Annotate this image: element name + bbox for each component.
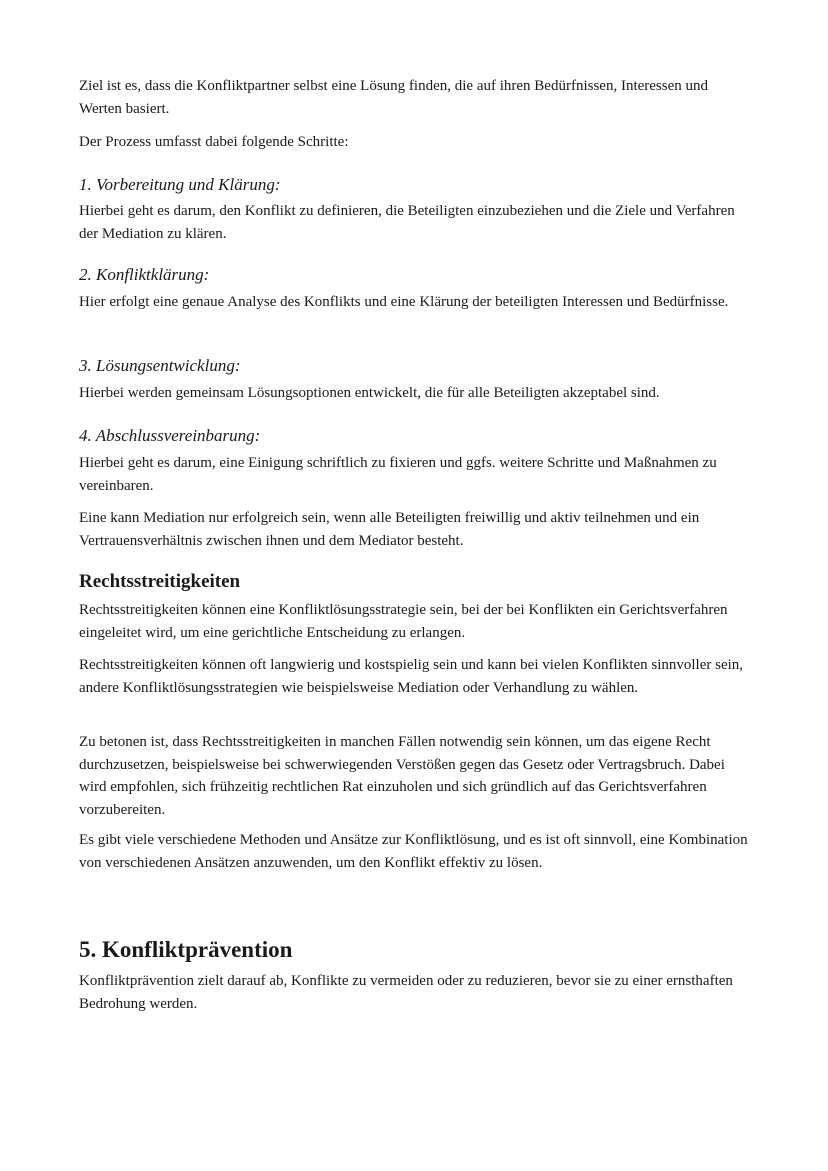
paragraph-methoden: Es gibt viele verschiedene Methoden und Ansätze zur Konfliktlösung, und es ist oft sinnvoll, eine Kombination von verschiedenen Ansätzen anzuwenden, um den Konflikt effektiv zu lösen. (79, 832, 748, 871)
section-heading-praevention: 5. Konfliktprävention (79, 937, 293, 962)
section-heading-rechtsstreitigkeiten: Rechtsstreitigkeiten (79, 571, 241, 592)
paragraph-recht-2: Rechtsstreitigkeiten können oft langwierig und kostspielig sein und kann bei vielen Konflikten sinnvoller sein, andere Konfliktlösungsstrategien wie beispielsweise Mediation oder Verhandlung zu wählen. (79, 657, 744, 696)
step-text-4: Hierbei geht es darum, eine Einigung schriftlich zu fixieren und ggfs. weitere Schritte und Maßnahmen zu vereinbaren. (79, 455, 717, 494)
step-text-3: Hierbei werden gemeinsam Lösungsoptionen entwickelt, die für alle Beteiligten akzeptabel sind. (79, 385, 660, 401)
paragraph-recht-3: Zu betonen ist, dass Rechtsstreitigkeiten in manchen Fällen notwendig sein können, um das eigene Recht durchzusetzen, beispielsweise bei schwerwiegenden Verstößen gegen das Gesetz oder Vertragsbruch. Dabei wird empfohlen, sich frühzeitig rechtlichen Rat einzuholen und sich gründlich auf das Gerichtsverfahren vorzubereiten. (79, 734, 725, 818)
paragraph-recht-1: Rechtsstreitigkeiten können eine Konfliktlösungsstrategie sein, bei der bei Konflikten ein Gerichtsverfahren eingeleitet wird, um eine gerichtliche Entscheidung zu erlangen. (79, 602, 728, 641)
paragraph-voraussetzung: Eine kann Mediation nur erfolgreich sein, wenn alle Beteiligten freiwillig und aktiv teilnehmen und ein Vertrauensverhältnis zwischen ihnen und dem Mediator besteht. (79, 510, 700, 549)
step-heading-1: 1. Vorbereitung und Klärung: (79, 175, 281, 194)
step-heading-3: 3. Lösungsentwicklung: (79, 356, 241, 375)
paragraph-prozess: Der Prozess umfasst dabei folgende Schritte: (79, 134, 349, 150)
step-text-1: Hierbei geht es darum, den Konflikt zu definieren, die Beteiligten einzubeziehen und die Ziele und Verfahren der Mediation zu klären. (79, 203, 735, 242)
paragraph-intro: Ziel ist es, dass die Konfliktpartner selbst eine Lösung finden, die auf ihren Bedürfnissen, Interessen und Werten basiert. (79, 78, 709, 117)
step-heading-4: 4. Abschlussvereinbarung: (79, 426, 261, 445)
paragraph-praevention: Konfliktprävention zielt darauf ab, Konflikte zu vermeiden oder zu reduzieren, bevor sie zu einer ernsthaften Bedrohung werden. (79, 973, 733, 1012)
step-heading-2: 2. Konfliktklärung: (79, 265, 210, 284)
step-text-2: Hier erfolgt eine genaue Analyse des Konflikts und eine Klärung der beteiligten Interessen und Bedürfnisse. (79, 294, 729, 310)
